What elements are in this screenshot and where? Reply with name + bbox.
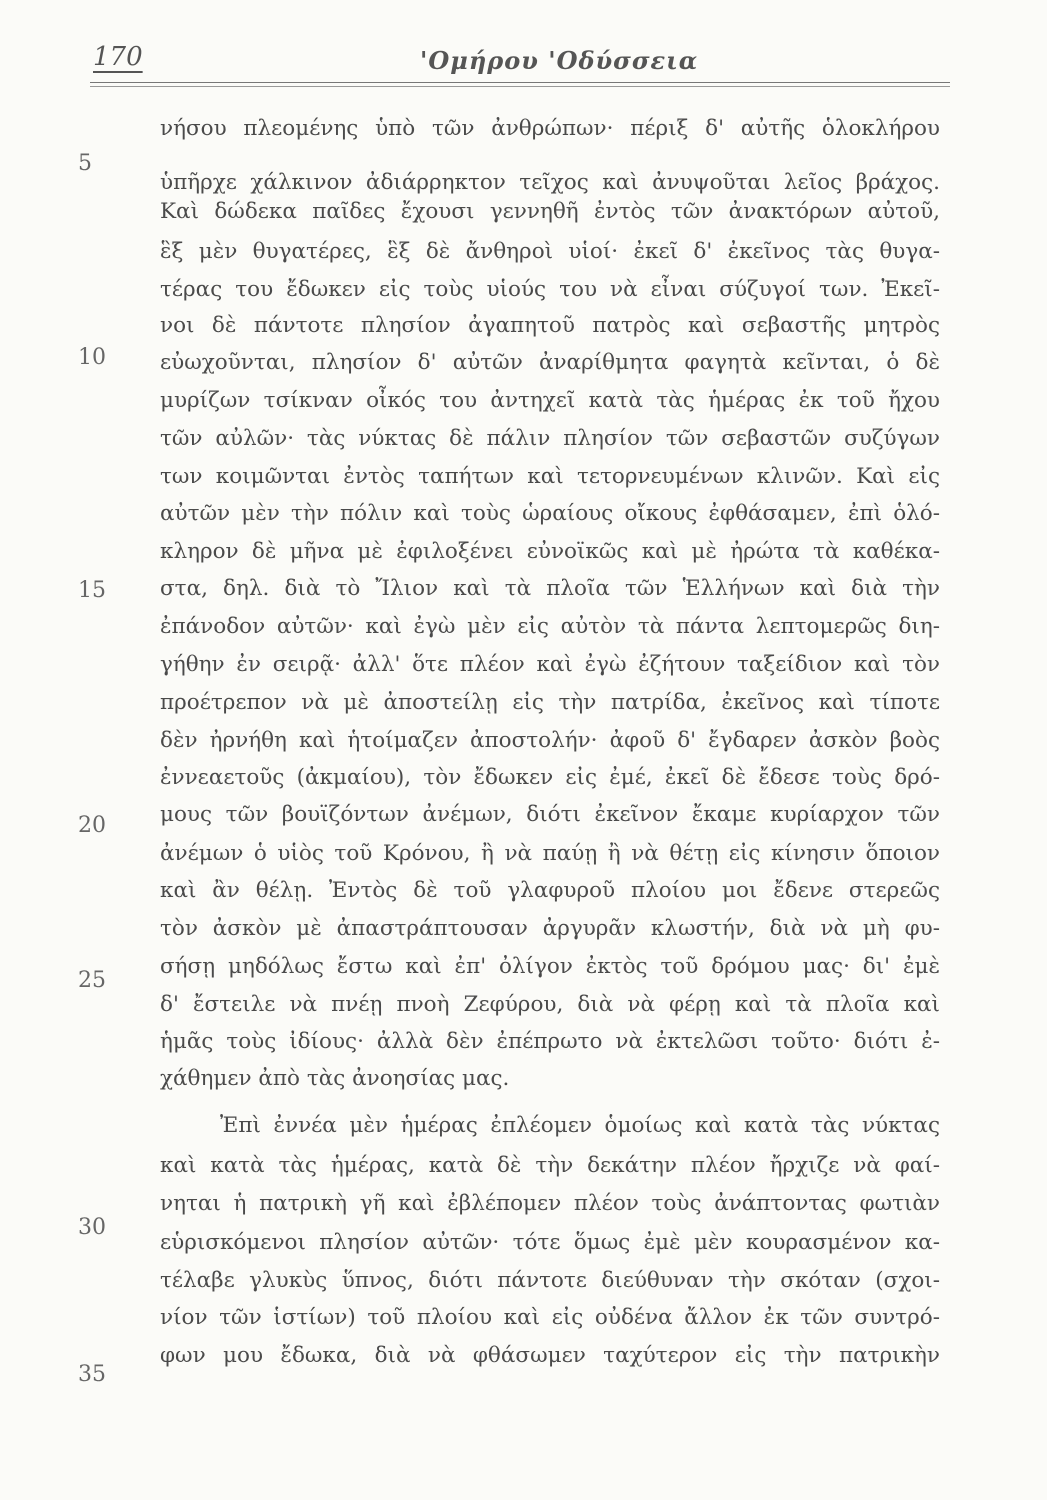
text-line: φων μου ἔδωκα, διὰ νὰ φθάσωμεν ταχύτερον εἰς τὴν πατρικὴν xyxy=(160,1343,940,1368)
text-line: χάθημεν ἀπὸ τὰς ἀνοησίας μας. xyxy=(160,1066,510,1091)
text-line: κληρον δὲ μῆνα μὲ ἐφιλοξένει εὐνοϊκῶς καὶ μὲ ἠρώτα τὰ καθέκα- xyxy=(160,539,940,564)
text-line: εὑρισκόμενοι πλησίον αὐτῶν· τότε ὅμως ἐμὲ μὲν κουρασμένον κα- xyxy=(160,1230,940,1255)
text-line: νηται ἡ πατρικὴ γῆ καὶ ἐβλέπομεν πλέον τοὺς ἀνάπτοντας φωτιὰν xyxy=(160,1191,940,1216)
text-line: τὸν ἀσκὸν μὲ ἀπαστράπτουσαν ἀργυρᾶν κλωστήν, διὰ νὰ μὴ φυ- xyxy=(160,916,940,941)
line-number: 5 xyxy=(78,151,92,176)
text-line: τῶν αὐλῶν· τὰς νύκτας δὲ πάλιν πλησίον τῶν σεβαστῶν συζύγων xyxy=(160,426,940,451)
line-number: 10 xyxy=(78,345,106,370)
text-line: τέρας του ἔδωκεν εἰς τοὺς υἱούς του νὰ εἶναι σύζυγοί των. Ἐκεῖ- xyxy=(160,277,940,302)
text-line: στα, δηλ. διὰ τὸ Ἴλιον καὶ τὰ πλοῖα τῶν Ἑλλήνων καὶ διὰ τὴν xyxy=(160,576,940,601)
page-number: 170 xyxy=(93,42,143,72)
text-line: νοι δὲ πάντοτε πλησίον ἀγαπητοῦ πατρὸς καὶ σεβαστῆς μητρὸς xyxy=(160,313,940,338)
line-number: 20 xyxy=(78,813,106,838)
text-line: προέτρεπον νὰ μὲ ἀποστείλῃ εἰς τὴν πατρίδα, ἐκεῖνος καὶ τίποτε xyxy=(160,690,940,715)
text-line: γήθην ἐν σειρᾷ· ἀλλ' ὅτε πλέον καὶ ἐγὼ ἐζήτουν ταξείδιον καὶ τὸν xyxy=(160,652,940,677)
text-line: Ἐπὶ ἐννέα μὲν ἡμέρας ἐπλέομεν ὁμοίως καὶ κατὰ τὰς νύκτας xyxy=(220,1113,940,1138)
text-line: αὐτῶν μὲν τὴν πόλιν καὶ τοὺς ὡραίους οἴκους ἐφθάσαμεν, ἐπὶ ὁλό- xyxy=(160,501,940,526)
text-line: τέλαβε γλυκὺς ὕπνος, διότι πάντοτε διεύθυναν τὴν σκόταν (σχοι- xyxy=(160,1268,940,1293)
text-line: ἀνέμων ὁ υἱὸς τοῦ Κρόνου, ἢ νὰ παύῃ ἢ νὰ θέτῃ εἰς κίνησιν ὅποιον xyxy=(160,841,940,866)
text-line: μους τῶν βουϊζόντων ἀνέμων, διότι ἐκεῖνον ἔκαμε κυρίαρχον τῶν xyxy=(160,802,940,827)
line-number: 30 xyxy=(78,1215,106,1240)
text-line: ἡμᾶς τοὺς ἰδίους· ἀλλὰ δὲν ἐπέπρωτο νὰ ἐκτελῶσι τοῦτο· διότι ἐ- xyxy=(160,1029,940,1054)
line-number: 25 xyxy=(78,968,106,993)
page-header xyxy=(90,40,950,80)
running-title: 'Ομήρου 'Οδύσσεια xyxy=(420,46,699,75)
text-line: δ' ἔστειλε νὰ πνέῃ πνοὴ Ζεφύρου, διὰ νὰ φέρῃ καὶ τὰ πλοῖα καὶ xyxy=(160,992,940,1017)
text-line: καὶ ἂν θέλῃ. Ἐντὸς δὲ τοῦ γλαφυροῦ πλοίου μοι ἔδενε στερεῶς xyxy=(160,878,940,903)
header-rule-secondary xyxy=(90,86,950,87)
text-line: καὶ κατὰ τὰς ἡμέρας, κατὰ δὲ τὴν δεκάτην πλέον ἤρχιζε νὰ φαί- xyxy=(160,1153,940,1178)
text-line: Καὶ δώδεκα παῖδες ἔχουσι γεννηθῆ ἐντὸς τῶν ἀνακτόρων αὐτοῦ, xyxy=(160,199,940,224)
header-rule xyxy=(90,82,950,83)
line-number: 35 xyxy=(78,1362,106,1387)
text-line: ὑπῆρχε χάλκινον ἀδιάρρηκτον τεῖχος καὶ ἀνυψοῦται λεῖος βράχος. xyxy=(160,170,940,195)
line-number: 15 xyxy=(78,578,106,603)
text-line: των κοιμῶνται ἐντὸς ταπήτων καὶ τετορνευμένων κλινῶν. Καὶ εἰς xyxy=(160,464,940,489)
text-line: σήσῃ μηδόλως ἔστω καὶ ἐπ' ὀλίγον ἐκτὸς τοῦ δρόμου μας· δι' ἐμὲ xyxy=(160,954,940,979)
text-line: ἐννεαετοῦς (ἀκμαίου), τὸν ἔδωκεν εἰς ἐμέ, ἐκεῖ δὲ ἔδεσε τοὺς δρό- xyxy=(160,765,940,790)
text-line: νήσου πλεομένης ὑπὸ τῶν ἀνθρώπων· πέριξ δ' αὐτῆς ὁλοκλήρου xyxy=(160,116,940,141)
text-line: μυρίζων τσίκναν οἶκός του ἀντηχεῖ κατὰ τὰς ἡμέρας ἐκ τοῦ ἤχου xyxy=(160,388,940,413)
text-line: δὲν ἠρνήθη καὶ ἡτοίμαζεν ἀποστολήν· ἀφοῦ δ' ἔγδαρεν ἀσκὸν βοὸς xyxy=(160,728,940,753)
text-line: εὐωχοῦνται, πλησίον δ' αὐτῶν ἀναρίθμητα φαγητὰ κεῖνται, ὁ δὲ xyxy=(160,350,940,375)
text-line: νίον τῶν ἱστίων) τοῦ πλοίου καὶ εἰς οὐδένα ἄλλον ἐκ τῶν συντρό- xyxy=(160,1305,940,1330)
text-line: ἐπάνοδον αὐτῶν· καὶ ἐγὼ μὲν εἰς αὐτὸν τὰ πάντα λεπτομερῶς διη- xyxy=(160,614,940,639)
text-line: ἓξ μὲν θυγατέρες, ἓξ δὲ ἄνθηροὶ υἱοί· ἐκεῖ δ' ἐκεῖνος τὰς θυγα- xyxy=(160,239,940,264)
